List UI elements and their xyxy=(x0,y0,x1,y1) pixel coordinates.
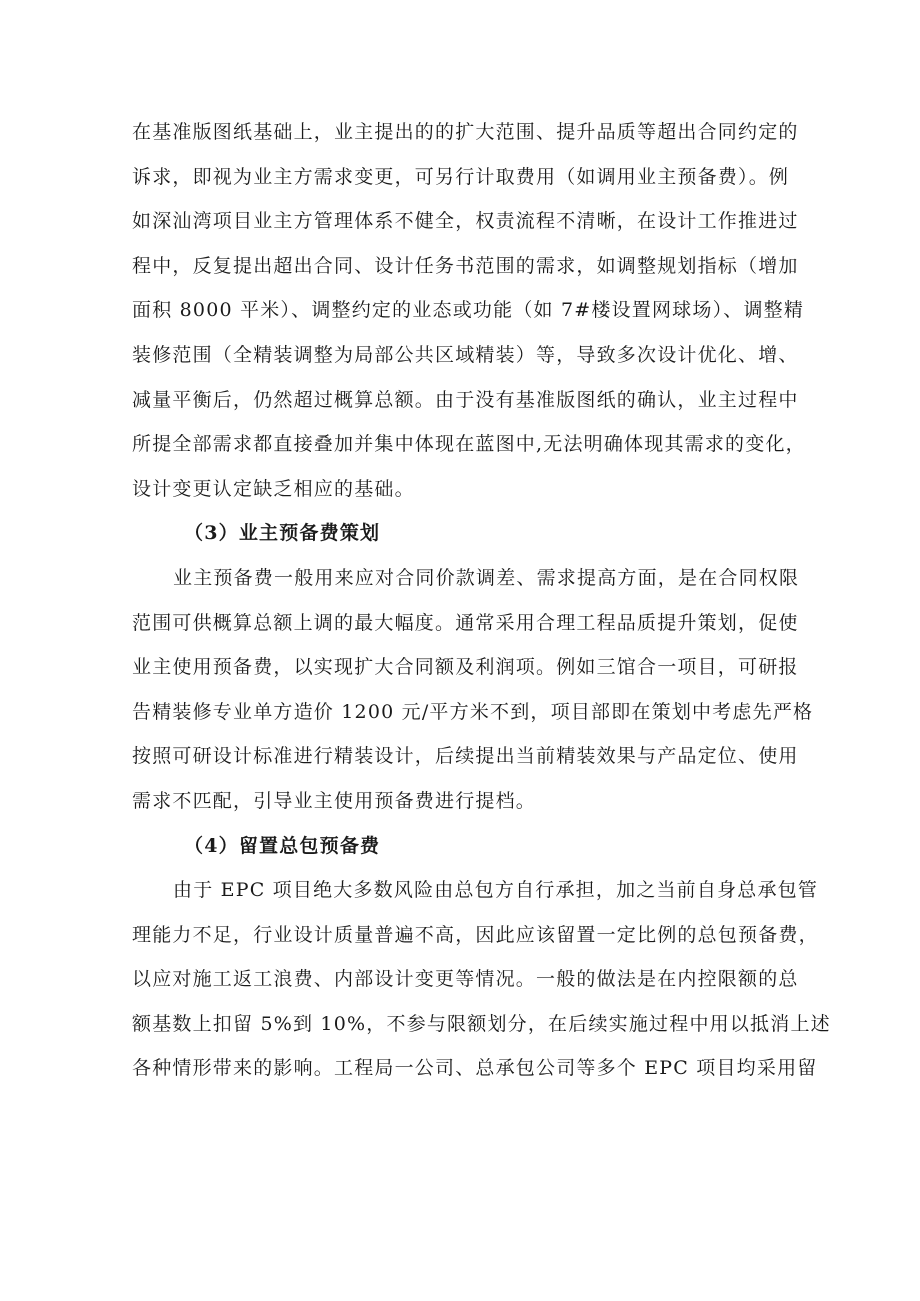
text-line: 由于 EPC 项目绝大多数风险由总包方自行承担，加之当前自身总承包管 xyxy=(173,879,819,902)
text-line: 以应对施工返工浪费、内部设计变更等情况。一般的做法是在内控限额的总 xyxy=(132,968,799,991)
text-line: 各种情形带来的影响。工程局一公司、总承包公司等多个 EPC 项目均采用留 xyxy=(132,1057,818,1080)
text-line: 程中，反复提出超出合同、设计任务书范围的需求，如调整规划指标（增加 xyxy=(132,254,799,277)
text-line: 设计变更认定缺乏相应的基础。 xyxy=(132,477,415,500)
text-line: 如深汕湾项目业主方管理体系不健全，权责流程不清晰，在设计工作推进过 xyxy=(132,210,799,233)
text-line: 装修范围（全精装调整为局部公共区域精装）等，导致多次设计优化、增、 xyxy=(132,343,799,366)
text-line: 范围可供概算总额上调的最大幅度。通常采用合理工程品质提升策划，促使 xyxy=(132,611,799,634)
text-line: 按照可研设计标准进行精装设计，后续提出当前精装效果与产品定位、使用 xyxy=(132,745,799,768)
section-heading-owner-reserve: （3）业主预备费策划 xyxy=(184,522,381,545)
text-line: 面积 8000 平米）、调整约定的业态或功能（如 7#楼设置网球场）、调整精 xyxy=(132,299,805,322)
text-line: 减量平衡后，仍然超过概算总额。由于没有基准版图纸的确认，业主过程中 xyxy=(132,388,799,411)
paragraph-contractor-reserve xyxy=(132,868,831,1091)
text-line: 需求不匹配，引导业主使用预备费进行提档。 xyxy=(132,789,537,812)
text-line: 额基数上扣留 5%到 10%，不参与限额划分，在后续实施过程中用以抵消上述 xyxy=(132,1012,831,1035)
text-line: 理能力不足，行业设计质量普遍不高，因此应该留置一定比例的总包预备费， xyxy=(132,923,819,946)
text-line: 在基准版图纸基础上，业主提出的的扩大范围、提升品质等超出合同约定的 xyxy=(132,121,799,143)
paragraph-owner-reserve xyxy=(132,556,812,824)
text-line: 业主预备费一般用来应对合同价款调差、需求提高方面，是在合同权限 xyxy=(173,566,800,589)
text-line: 诉求，即视为业主方需求变更，可另行计取费用（如调用业主预备费）。例 xyxy=(132,165,790,188)
text-line: 业主使用预备费，以实现扩大合同额及利润项。例如三馆合一项目，可研报 xyxy=(132,656,799,679)
text-line: 告精装修专业单方造价 1200 元/平方米不到，项目部即在策划中考虑先严格 xyxy=(132,700,814,723)
section-heading-contractor-reserve: （4）留置总包预备费 xyxy=(184,834,381,857)
paragraph-design-change xyxy=(132,110,812,511)
document-body xyxy=(132,110,831,1091)
text-line: 所提全部需求都直接叠加并集中体现在蓝图中,无法明确体现其需求的变化， xyxy=(132,433,806,456)
